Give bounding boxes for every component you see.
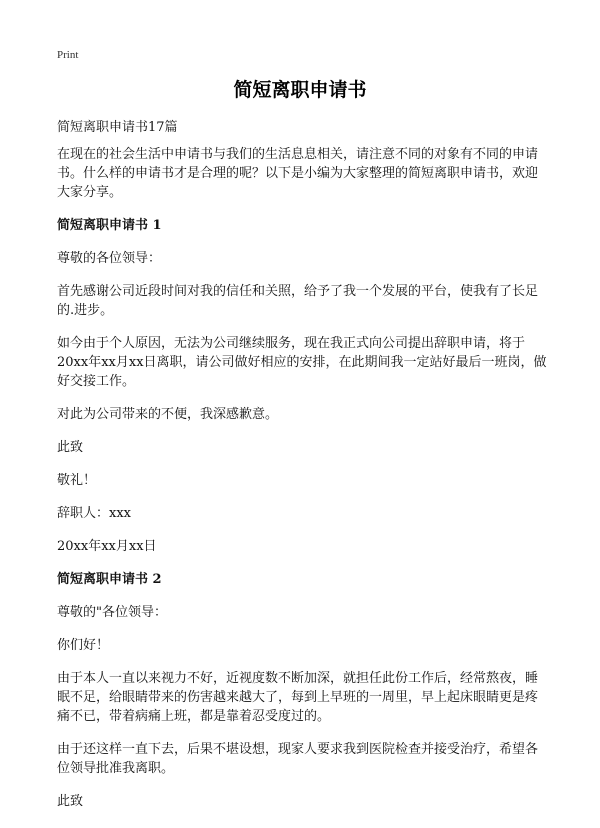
section2-salutation: 尊敬的"各位领导：	[57, 605, 167, 620]
section2-paragraph-1: 由于本人一直以来视力不好，近视度数不断加深，就担任此份工作后，经常熬夜，睡眠不足，给眼睛带来的伤害越来越大了，每到上早班的一周里，早上起床眼睛更是疼痛不已，带着病痛上班，都是靠着忍受度过的。	[57, 671, 539, 724]
section2-paragraph-2: 由于还这样一直下去，后果不堪设想，现家人要求我到医院检查并接受治疗，希望各位领导批准我离职。	[57, 742, 539, 776]
section1-salutation: 尊敬的各位领导：	[57, 251, 162, 266]
section2-closing-1: 此致	[57, 794, 84, 809]
section1-closing-1: 此致	[57, 440, 84, 455]
section1-closing-2: 敬礼！	[57, 473, 97, 488]
section1-paragraph-3: 对此为公司带来的不便，我深感歉意。	[57, 407, 279, 422]
section1-paragraph-1: 首先感谢公司近段时间对我的信任和关照，给予了我一个发展的平台，使我有了长足的.进步。	[57, 284, 539, 318]
section1-date: 20xx年xx月xx日	[57, 539, 157, 554]
section2-heading: 简短离职申请书 2	[57, 572, 162, 587]
document-subtitle: 简短离职申请书17篇	[57, 120, 178, 135]
document-title: 简短离职申请书	[233, 79, 367, 101]
intro-paragraph: 在现在的社会生活中申请书与我们的生活息息相关，请注意不同的对象有不同的申请书。什么样的申请书才是合理的呢？以下是小编为大家整理的简短离职申请书，欢迎大家分享。	[57, 147, 539, 200]
section1-heading: 简短离职申请书 1	[57, 218, 162, 233]
section1-signer: 辞职人：xxx	[57, 506, 131, 521]
section2-greeting: 你们好！	[57, 638, 110, 653]
section1-paragraph-2: 如今由于个人原因，无法为公司继续服务，现在我正式向公司提出辞职申请，将于20xx年xx月xx日离职，请公司做好相应的安排，在此期间我一定站好最后一班岗，做好交接工作。	[57, 336, 547, 389]
print-label: Print	[57, 49, 79, 61]
document-body	[57, 118, 549, 825]
